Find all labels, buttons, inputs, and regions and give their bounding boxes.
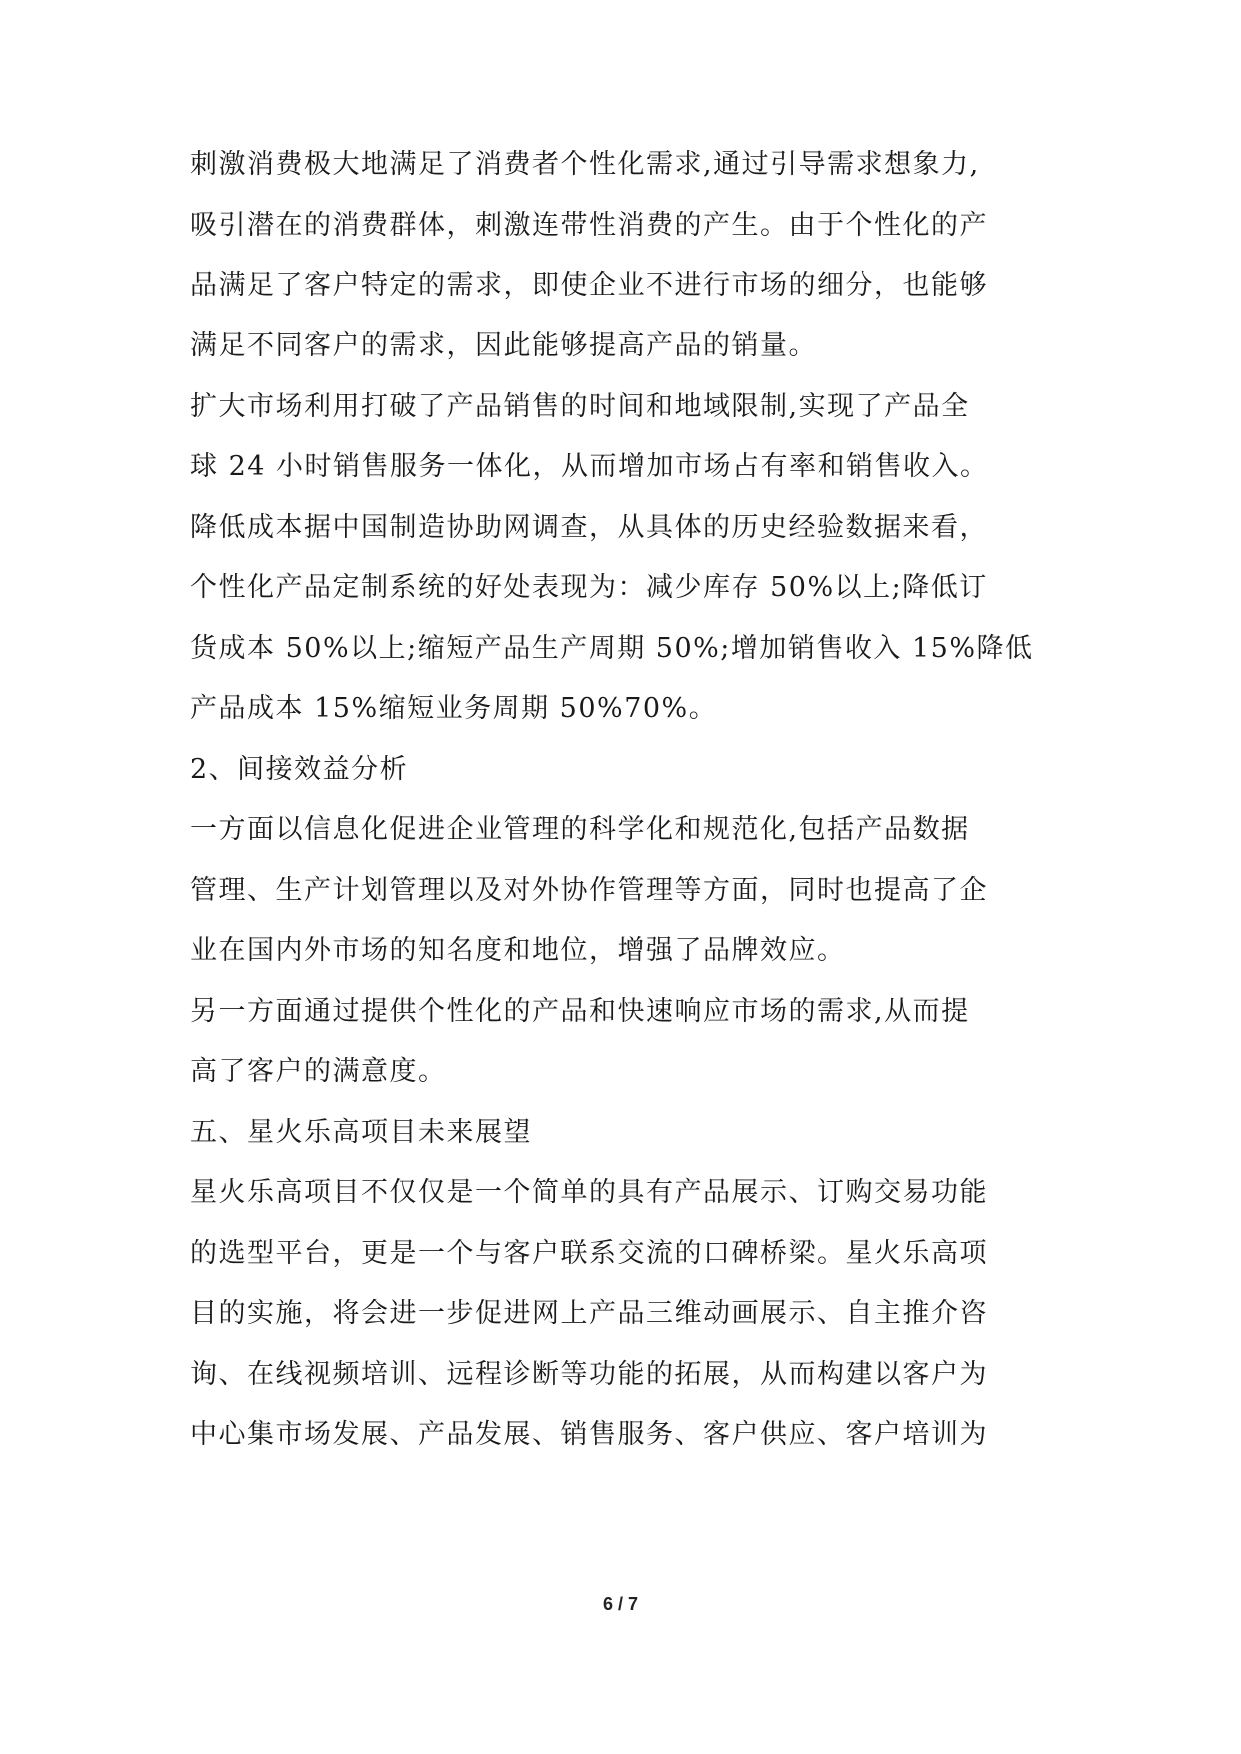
text-line: 高了客户的满意度。 (190, 1056, 447, 1087)
text-line: 扩大市场利用打破了产品销售的时间和地域限制,实现了产品全 (190, 391, 970, 422)
text-line: 一方面以信息化促进企业管理的科学化和规范化,包括产品数据 (190, 814, 970, 845)
text-line: 吸引潜在的消费群体，刺激连带性消费的产生。由于个性化的产 (190, 210, 988, 241)
text-line: 另一方面通过提供个性化的产品和快速响应市场的需求,从而提 (190, 996, 970, 1027)
text-line: 的选型平台，更是一个与客户联系交流的口碑桥梁。星火乐高项 (190, 1238, 988, 1269)
text-line: 球 24 小时销售服务一体化，从而增加市场占有率和销售收入。 (190, 451, 989, 482)
text-line: 星火乐高项目不仅仅是一个简单的具有产品展示、订购交易功能 (190, 1177, 988, 1208)
text-line: 询、在线视频培训、远程诊断等功能的拓展，从而构建以客户为 (190, 1359, 988, 1390)
text-line: 品满足了客户特定的需求，即使企业不进行市场的细分，也能够 (190, 270, 988, 301)
section-heading: 2、间接效益分析 (190, 754, 409, 785)
page-number: 6 / 7 (602, 1594, 639, 1614)
text-line: 刺激消费极大地满足了消费者个性化需求,通过引导需求想象力, (190, 149, 980, 180)
text-line: 业在国内外市场的知名度和地位，增强了品牌效应。 (190, 935, 846, 966)
section-heading: 五、星火乐高项目未来展望 (190, 1117, 532, 1148)
text-line: 中心集市场发展、产品发展、销售服务、客户供应、客户培训为 (190, 1419, 988, 1450)
text-line: 产品成本 15%缩短业务周期 50%70%。 (190, 693, 718, 724)
text-line: 降低成本据中国制造协助网调查，从具体的历史经验数据来看， (190, 512, 988, 543)
text-line: 个性化产品定制系统的好处表现为：减少库存 50%以上;降低订 (190, 572, 988, 603)
text-line: 目的实施，将会进一步促进网上产品三维动画展示、自主推介咨 (190, 1298, 988, 1329)
text-line: 满足不同客户的需求，因此能够提高产品的销量。 (190, 330, 817, 361)
text-line: 管理、生产计划管理以及对外协作管理等方面，同时也提高了企 (190, 875, 988, 906)
text-line: 货成本 50%以上;缩短产品生产周期 50%;增加销售收入 15%降低 (190, 633, 1034, 664)
